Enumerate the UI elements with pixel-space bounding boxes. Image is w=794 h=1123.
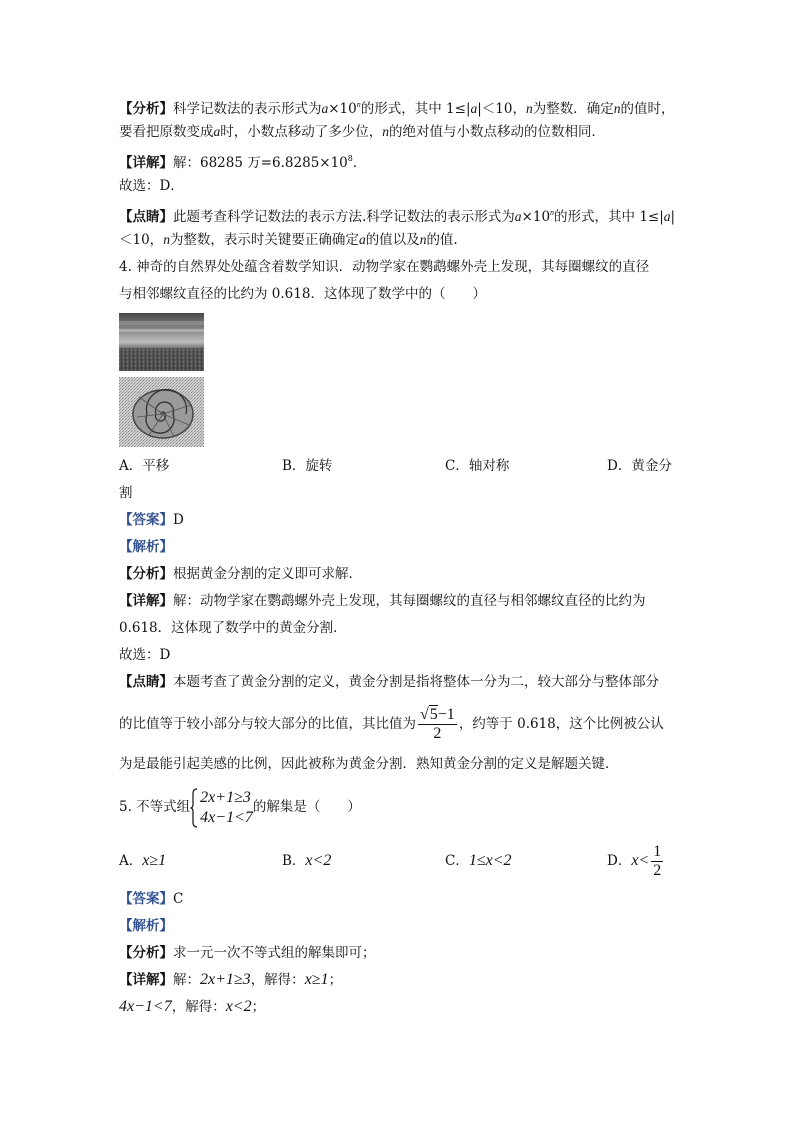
q4-xiangjie-line2: 0.618．这体现了数学中的黄金分割． bbox=[119, 620, 347, 636]
q5-fenxi: 【分析】求一元一次不等式组的解集即可； bbox=[119, 945, 376, 961]
comment-paragraph-line2: ＜10，n为整数，表示时关键要正确确定a的值以及n的值. bbox=[119, 232, 458, 248]
q5-option-b[interactable]: B．x<2 bbox=[282, 852, 332, 869]
analysis-paragraph-line2: 要看把原数变成a时，小数点移动了多少位，n的绝对值与小数点移动的位数相同． bbox=[119, 124, 605, 140]
q5-xiangjie-line2: 4x−1<7，解得：x<2； bbox=[119, 998, 266, 1015]
sky-field-image bbox=[119, 313, 204, 371]
q4-answer: 【答案】D bbox=[119, 512, 184, 528]
analysis-paragraph-line1: 【分析】科学记数法的表示形式为$a\times 10^n$的形式，其中 1≤|a|＜10，n为整数．确定n的值时， bbox=[119, 100, 675, 117]
q5-analysis-heading: 【解析】 bbox=[119, 918, 173, 934]
q4-xiangjie-line1: 【详解】解：动物学家在鹦鹉螺外壳上发现，其每圈螺纹的直径与相邻螺纹直径的比约为 bbox=[119, 593, 646, 609]
question-4-line2: 与相邻螺纹直径的比约为 0.618．这体现了数学中的（ ） bbox=[119, 286, 486, 302]
q4-option-c[interactable]: C．轴对称 bbox=[445, 458, 510, 474]
question-5-stem: 5. 不等式组 2x+1≥3 4x−1<7 的解集是（ ） bbox=[119, 788, 361, 826]
q4-choice: 故选：D bbox=[119, 647, 171, 663]
q4-option-a[interactable]: A．平移 bbox=[119, 458, 170, 474]
q4-option-d-continued: 割 bbox=[119, 485, 133, 501]
half-fraction: $\frac{1}{2}$ bbox=[653, 843, 662, 879]
q4-dianjing-line2: 的比值等于较小部分与较大部分的比值，其比值为 $\frac{√5-1}{2}$ ，约等于 0.618，这个比例被公认 bbox=[119, 706, 664, 742]
question-4-line1: 4. 神奇的自然界处处蕴含着数学知识．动物学家在鹦鹉螺外壳上发现，其每圈螺纹的直径 bbox=[119, 259, 650, 275]
q4-fenxi: 【分析】根据黄金分割的定义即可求解． bbox=[119, 566, 362, 582]
analysis-tag: 【分析】 bbox=[119, 101, 173, 117]
comment-tag: 【点睛】 bbox=[119, 209, 173, 225]
sky-field-photo bbox=[119, 313, 204, 371]
q5-xiangjie-line1: 【详解】解：2x+1≥3，解得：x≥1； bbox=[119, 971, 343, 988]
choice-line: 故选：D． bbox=[119, 178, 184, 194]
nautilus-shell-photo bbox=[119, 377, 204, 447]
answer-tag: 【答案】 bbox=[119, 512, 173, 528]
q4-analysis-heading: 【解析】 bbox=[119, 539, 173, 555]
left-brace-icon bbox=[190, 788, 198, 828]
golden-ratio-fraction: $\frac{√5-1}{2}$ bbox=[420, 706, 455, 742]
q4-dianjing-line1: 【点睛】本题考查了黄金分割的定义，黄金分割是指将整体一分为二，较大部分与整体部分 bbox=[119, 674, 659, 690]
inequality-system: 2x+1≥3 4x−1<7 bbox=[190, 788, 253, 828]
q5-answer: 【答案】C bbox=[119, 891, 184, 907]
solution-line: 【详解】解：68285 万$=6.8285\times 10^8$． bbox=[119, 154, 367, 171]
q4-option-b[interactable]: B．旋转 bbox=[282, 458, 333, 474]
q5-option-c[interactable]: C．1≤x<2 bbox=[445, 852, 512, 869]
q4-option-d[interactable]: D．黄金分 bbox=[607, 458, 672, 474]
comment-paragraph-line1: 【点睛】此题考查科学记数法的表示方法.科学记数法的表示形式为$a\times 10^n$的形式，其中 1≤|a| bbox=[119, 208, 676, 225]
q4-dianjing-line3: 为是最能引起美感的比例，因此被称为黄金分割．熟知黄金分割的定义是解题关键． bbox=[119, 756, 619, 772]
nautilus-shell-icon bbox=[119, 377, 204, 447]
solution-tag: 【详解】 bbox=[119, 155, 173, 171]
q5-option-a[interactable]: A．x≥1 bbox=[119, 852, 167, 869]
q5-option-d[interactable]: D．x< $\frac{1}{2}$ bbox=[607, 843, 662, 879]
